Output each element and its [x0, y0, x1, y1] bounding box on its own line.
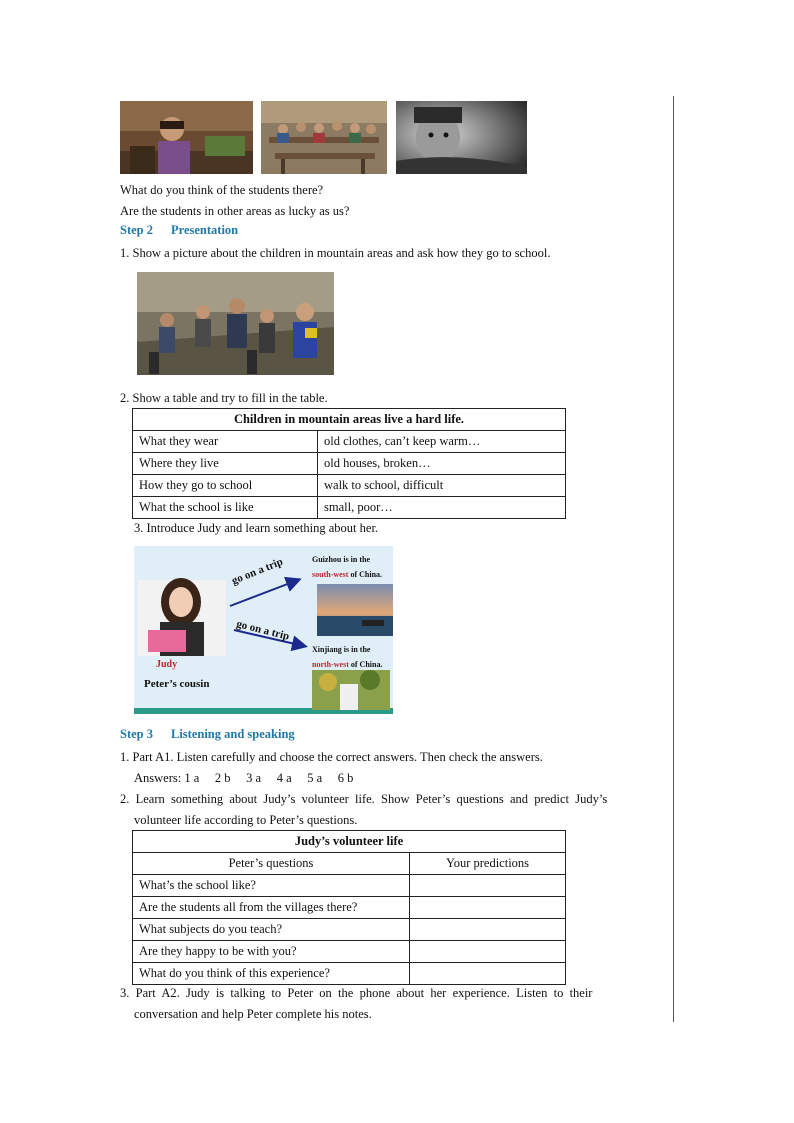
- cell: old houses, broken…: [318, 453, 566, 475]
- table-row: [133, 897, 566, 919]
- guizhou-post: of China.: [350, 570, 383, 579]
- cell: What they wear: [133, 431, 318, 453]
- question-1: What do you think of the students there?: [120, 183, 324, 197]
- step3-item2-line1: 2. Learn something about Judy’s volunteer life. Show Peter’s questions and predict Judy’s: [120, 792, 608, 806]
- step3-item3-line1: 3. Part A2. Judy is talking to Peter on the phone about her experience. Listen to their: [120, 986, 593, 1000]
- photo-children-walking: [137, 272, 334, 375]
- col-peter-questions: Peter’s questions: [133, 853, 410, 875]
- prediction-cell[interactable]: [410, 919, 566, 941]
- step2-item2: 2. Show a table and try to fill in the table.: [120, 391, 328, 405]
- judy-name: Judy: [156, 659, 178, 670]
- step2-heading: [120, 223, 238, 238]
- trip-label-1: go on a trip: [230, 555, 285, 588]
- prediction-cell[interactable]: [410, 963, 566, 985]
- table-row: [133, 497, 566, 519]
- table-row: [133, 963, 566, 985]
- step3-item3-line2: conversation and help Peter complete his notes.: [134, 1007, 372, 1021]
- guizhou-dir: south-west: [312, 570, 349, 579]
- xinjiang-caption: [312, 642, 392, 672]
- question-cell: Are they happy to be with you?: [133, 941, 410, 963]
- table-header-row: [133, 853, 566, 875]
- step3-heading: [120, 727, 295, 742]
- cell: How they go to school: [133, 475, 318, 497]
- photo-classroom: [261, 101, 387, 174]
- trip-label-2: go on a trip: [235, 618, 291, 643]
- question-2: Are the students in other areas as lucky as us?: [120, 204, 350, 218]
- step2-label: Step 2: [120, 223, 153, 237]
- step2-title: Presentation: [171, 223, 239, 237]
- step3-answers: Answers: 1 a 2 b 3 a 4 a 5 a 6 b: [134, 771, 354, 785]
- step3-item1: 1. Part A1. Listen carefully and choose the correct answers. Then check the answers.: [120, 750, 543, 764]
- step3-label: Step 3: [120, 727, 153, 741]
- question-cell: What subjects do you teach?: [133, 919, 410, 941]
- step3-title: Listening and speaking: [171, 727, 295, 741]
- judy-relation: Peter’s cousin: [144, 678, 210, 690]
- cell: Where they live: [133, 453, 318, 475]
- table-row: [133, 475, 566, 497]
- guizhou-pre: Guizhou is in the: [312, 555, 371, 564]
- cell: walk to school, difficult: [318, 475, 566, 497]
- table-row: [133, 431, 566, 453]
- cell: What the school is like: [133, 497, 318, 519]
- volunteer-caption: Judy’s volunteer life: [133, 831, 566, 853]
- table-row: [133, 919, 566, 941]
- guizhou-caption: [312, 552, 392, 582]
- xinjiang-pre: Xinjiang is in the: [312, 645, 371, 654]
- question-cell: What’s the school like?: [133, 875, 410, 897]
- prediction-cell[interactable]: [410, 875, 566, 897]
- hard-life-table: [132, 408, 566, 519]
- table-row: [133, 941, 566, 963]
- cell: small, poor…: [318, 497, 566, 519]
- prediction-cell[interactable]: [410, 941, 566, 963]
- cell: old clothes, can’t keep warm…: [318, 431, 566, 453]
- step2-item3: 3. Introduce Judy and learn something about her.: [134, 521, 379, 535]
- table-row: [133, 875, 566, 897]
- prediction-cell[interactable]: [410, 897, 566, 919]
- xinjiang-post: of China.: [350, 660, 383, 669]
- col-your-predictions: Your predictions: [410, 853, 566, 875]
- photo-child-mountain: [120, 101, 253, 174]
- table-row: [133, 453, 566, 475]
- step2-item1: 1. Show a picture about the children in mountain areas and ask how they go to school.: [120, 246, 551, 260]
- step3-item2-line2: volunteer life according to Peter’s questions.: [134, 813, 358, 827]
- photo-child-bw: [396, 101, 527, 174]
- margin-rule: [673, 96, 674, 1022]
- volunteer-life-table: [132, 830, 566, 985]
- hard-life-caption: Children in mountain areas live a hard life.: [133, 409, 566, 431]
- judy-slide: [134, 546, 393, 714]
- xinjiang-dir: north-west: [312, 660, 349, 669]
- question-cell: What do you think of this experience?: [133, 963, 410, 985]
- question-cell: Are the students all from the villages there?: [133, 897, 410, 919]
